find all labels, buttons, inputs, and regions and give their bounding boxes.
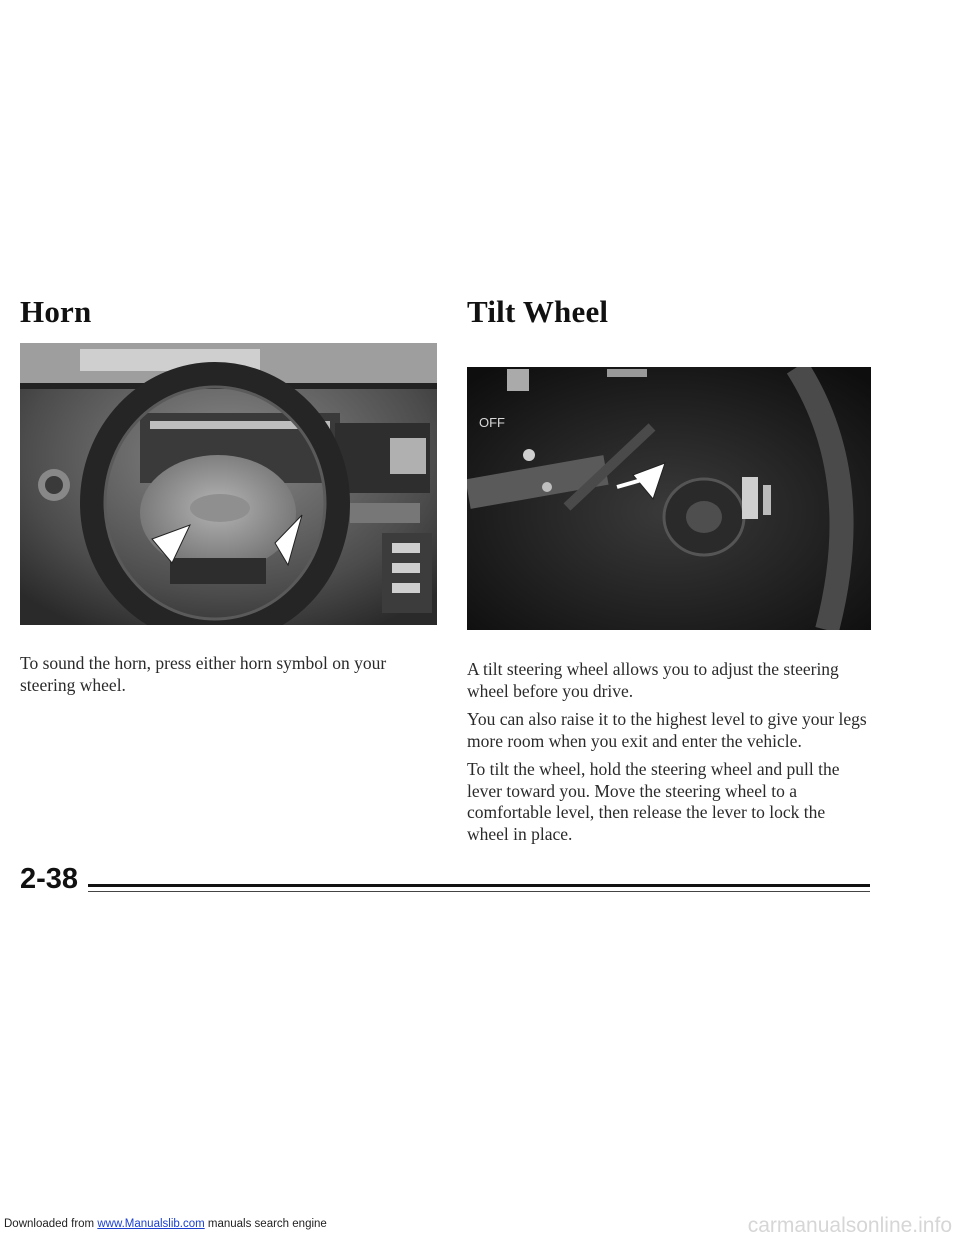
tilt-wheel-heading: Tilt Wheel	[467, 294, 609, 329]
tilt-wheel-paragraph-2: You can also raise it to the highest level to give your legs more room when you exit and enter the vehicle.	[467, 709, 867, 751]
tilt-lever-photo	[467, 367, 871, 630]
page-number: 2-38	[20, 863, 79, 895]
horn-heading: Horn	[20, 294, 92, 329]
horn-steering-wheel-photo	[20, 343, 437, 625]
watermark: carmanualsonline.info	[747, 1214, 952, 1237]
svg-text:OFF: OFF	[479, 415, 505, 430]
footer-rule-thin	[88, 891, 870, 892]
horn-instruction-text: To sound the horn, press either horn symbol on your steering wheel.	[20, 653, 387, 695]
tilt-wheel-paragraph-3: To tilt the wheel, hold the steering wheel and pull the lever toward you. Move the steering wheel to a comfortable level, then release the lever to lock the wheel in place.	[467, 759, 840, 844]
manualslib-link[interactable]: www.Manualslib.com	[97, 1218, 205, 1230]
footer-rule	[88, 884, 870, 887]
download-banner-prefix: Downloaded from	[4, 1218, 98, 1230]
tilt-wheel-paragraph-1: A tilt steering wheel allows you to adjust the steering wheel before you drive.	[467, 659, 839, 701]
download-banner-suffix: manuals search engine	[204, 1218, 327, 1230]
download-banner	[4, 1218, 327, 1230]
